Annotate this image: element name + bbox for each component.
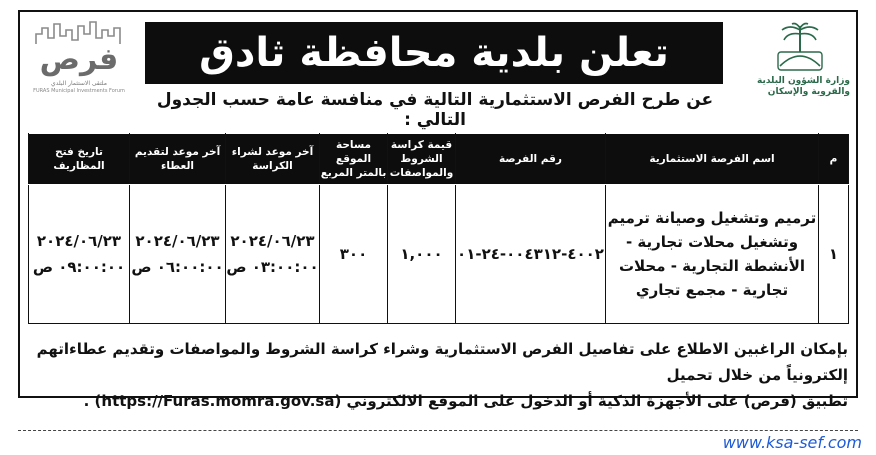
instructions-line-2: تطبيق (فرص) على الأجهزة الذكية أو الدخول على الموقع الالكتروني (https://Furas.momra.gov.sa) . (83, 392, 848, 410)
last-purchase-date: ٢٠٢٤/٠٦/٢٣ (230, 232, 315, 250)
row-site-area: ٣٠٠ (320, 185, 388, 324)
row-booklet-price: ١,٠٠٠ (388, 185, 456, 324)
furas-subtitle-en: FURAS Municipal Investments Forum (33, 88, 125, 94)
table-header-row (29, 134, 849, 185)
row-index: ١ (819, 185, 849, 324)
header-opportunity-number: رقم الفرصة (456, 134, 606, 185)
announcement-title: تعلن بلدية محافظة ثادق (199, 30, 669, 76)
opportunities-table (28, 133, 849, 324)
furas-subtitle: ملتقى الاستثمار البلدي (51, 80, 107, 87)
row-last-submission (130, 185, 226, 324)
header-opportunity-name: اسم الفرصة الاستثمارية (606, 134, 819, 185)
last-submission-date: ٢٠٢٤/٠٦/٢٣ (135, 232, 220, 250)
ministry-name: وزارة الشؤون البلدية والقروية والإسكان (756, 76, 850, 97)
row-envelope-opening (29, 185, 130, 324)
last-purchase-time: ٠٣:٠٠:٠٠ ص (226, 258, 319, 276)
last-submission-time: ٠٦:٠٠:٠٠ ص (131, 258, 224, 276)
row-opportunity-number: ٤٠٠٢-٠٠٤٣١٢-٢٤-٠١ (456, 185, 606, 324)
header-envelope-opening-date: تاريخ فتح المظاريف (29, 134, 130, 185)
instructions-line-1: بإمكان الراغبين الاطلاع على تفاصيل الفرص الاستثمارية وشراء كراسة الشروط والمواصفات وتقديم عطاءاتهم إلكترونياً من خلال تحميل (36, 340, 848, 384)
announcement-title-banner (145, 22, 723, 84)
opening-date: ٢٠٢٤/٠٦/٢٣ (36, 232, 122, 250)
header-site-area: مساحة الموقع بالمتر المربع (320, 134, 388, 185)
ministry-logo (750, 22, 850, 117)
header-last-submission-date: آخر موعد لتقديم العطاء (130, 134, 226, 185)
row-last-purchase (226, 185, 320, 324)
announcement-subtitle: عن طرح الفرص الاستثمارية التالية في منافسة عامة حسب الجدول التالي : (156, 90, 714, 130)
header-last-purchase-date: آخر موعد لشراء الكراسة (226, 134, 320, 185)
header-booklet-price: قيمة كراسة الشروط والمواصفات (388, 134, 456, 185)
table-row (29, 185, 849, 324)
watermark-url: www.ksa-sef.com (722, 433, 862, 452)
opening-time: ٠٩:٠٠:٠٠ ص (32, 258, 126, 276)
row-opportunity-name: ترميم وتشغيل وصيانة ترميم وتشغيل محلات تجارية - الأنشطة التجارية - محلات تجارية - مجمع تجاري (606, 185, 819, 324)
furas-brand-text: فرص (39, 42, 119, 77)
furas-logo (24, 20, 134, 115)
instructions-text (28, 336, 848, 414)
header-index: م (819, 134, 849, 185)
divider (18, 430, 858, 431)
palm-swords-emblem-icon (770, 22, 830, 74)
